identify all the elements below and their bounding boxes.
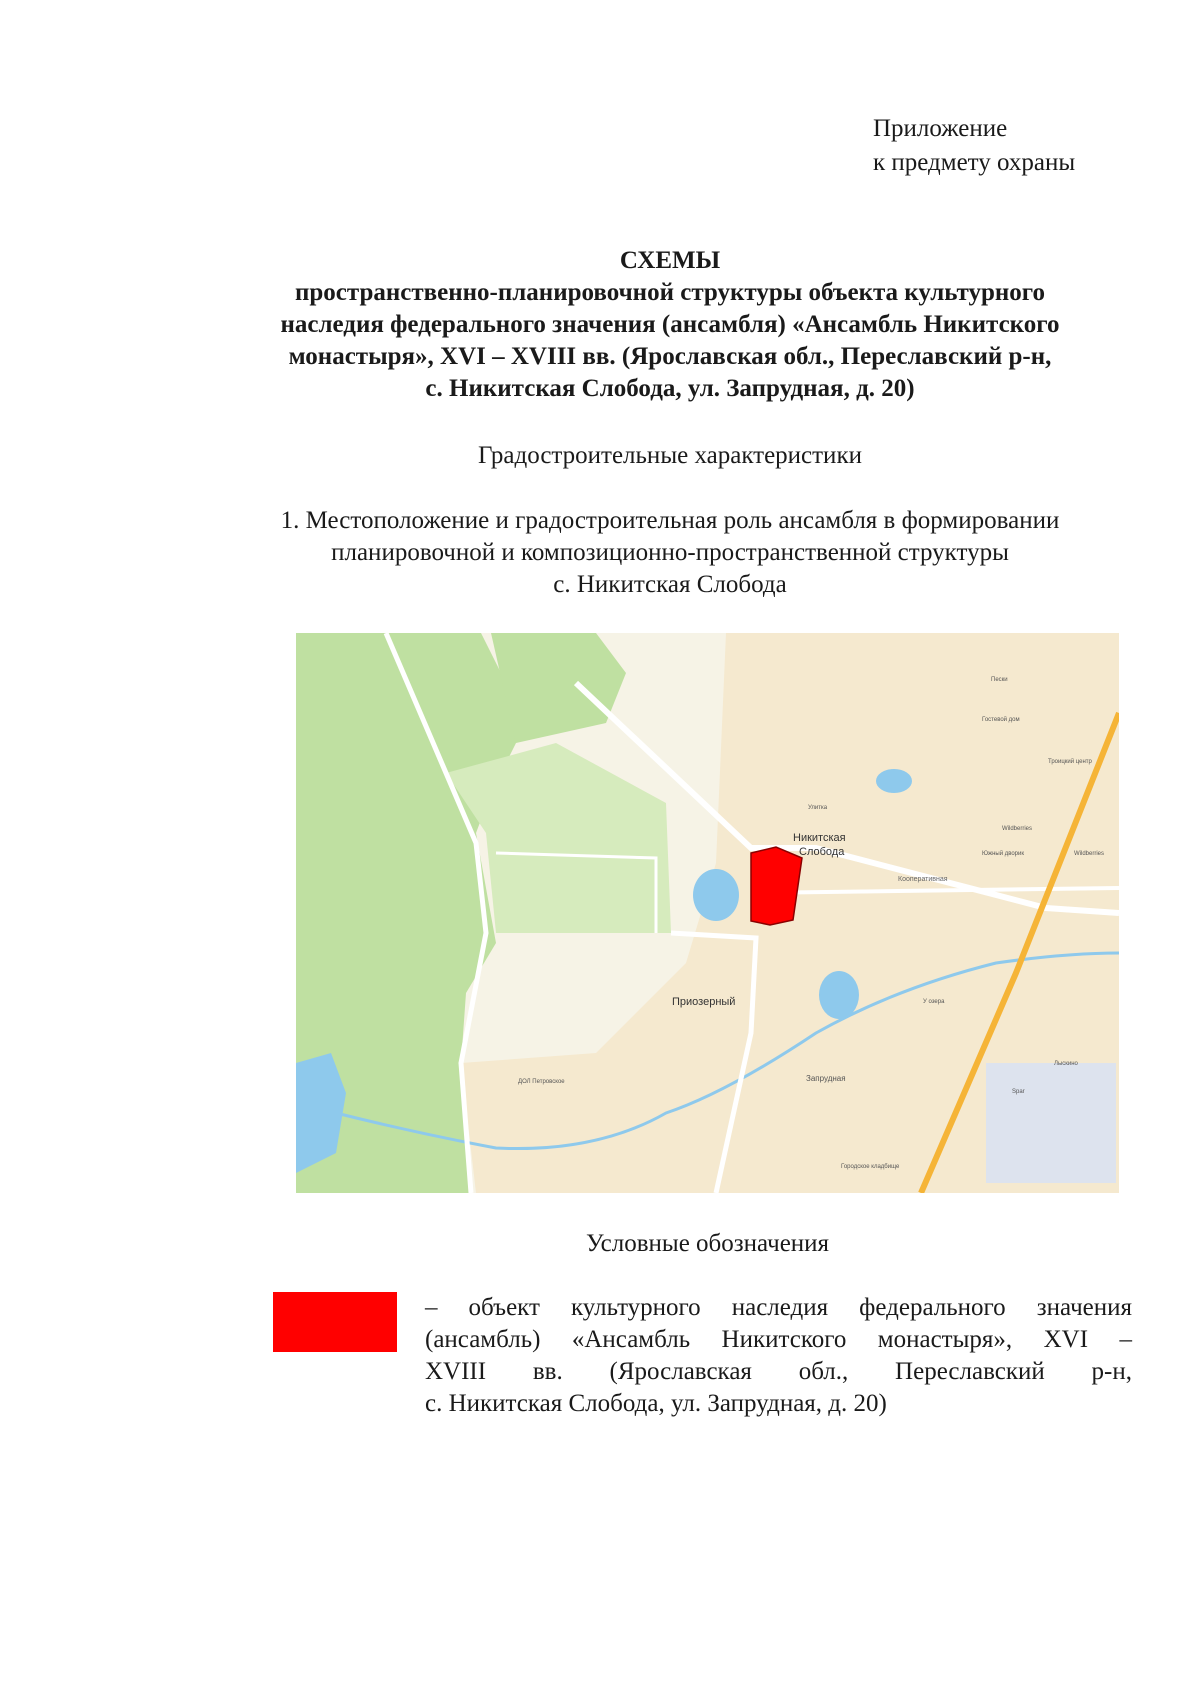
title-line-4: с. Никитская Слобода, ул. Запрудная, д. 20) [425,375,915,402]
legend-line-3: XVIII вв. (Ярославская обл., Переславский р-н, [425,1358,1132,1385]
pond-north [876,769,912,793]
appendix-line-2: к предмету охраны [873,149,1076,176]
residential-area [986,1063,1116,1183]
legend-swatch-fill [273,1292,397,1352]
title-line-3: монастыря», XVI – XVIII вв. (Ярославская обл., Переславский р-н, [288,343,1052,370]
label-nikitskaya-2: Слобода [799,846,845,858]
label-priozerny: Приозерный [672,996,736,1008]
label-peski: Пески [991,677,1008,683]
label-u-ozera: У озера [923,999,945,1005]
label-ulitka: Улитка [808,805,828,811]
label-spar: Spar [1012,1089,1025,1095]
pond-south [819,971,859,1019]
label-wildberries-2: Wildberries [1074,851,1105,857]
section-line-2: планировочной и композиционно-пространственной структуры [331,539,1009,566]
label-nikitskaya-1: Никитская [793,832,846,844]
appendix-line-1: Приложение [873,115,1008,142]
section-line-3: с. Никитская Слобода [553,571,787,598]
document-title [200,245,1140,405]
appendix-note [873,112,1075,180]
location-map [296,633,1119,1193]
label-gorodskoe-kladbishche: Городское кладбище [841,1164,900,1170]
monument-marker [751,847,802,925]
label-kooperativnaya: Кооперативная [898,876,948,883]
legend-line-4: с. Никитская Слобода, ул. Запрудная, д. 20) [425,1390,887,1417]
title-heading: СХЕМЫ [619,247,721,274]
label-zaprudnaya: Запрудная [806,1074,846,1083]
title-line-2: наследия федерального значения (ансамбля) «Ансамбль Никитского [280,311,1060,338]
label-dol: ДОЛ Петровское [518,1079,565,1085]
label-gostevoy-dom: Гостевой дом [982,717,1020,723]
legend-line-1: – объект культурного наследия федерального значения [425,1294,1132,1321]
legend-description [425,1292,1132,1420]
legend-swatch [273,1292,397,1352]
label-wildberries-1: Wildberries [1002,826,1033,832]
monastery-pond [693,869,739,921]
section-heading [200,505,1140,601]
subtitle: Градостроительные характеристики [478,442,862,469]
section-line-1: 1. Местоположение и градостроительная роль ансамбля в формировании [280,507,1060,534]
title-line-1: пространственно-планировочной структуры объекта культурного [294,279,1046,306]
legend-title: Условные обозначения [585,1230,830,1257]
legend-line-2: (ансамбль) «Ансамбль Никитского монастыря», XVI – [425,1326,1132,1353]
label-lyskino: Лыскино [1054,1061,1078,1067]
label-yuzhny-dvorik: Южный дворик [982,851,1024,857]
label-troitsky: Троицкий центр [1048,759,1092,765]
